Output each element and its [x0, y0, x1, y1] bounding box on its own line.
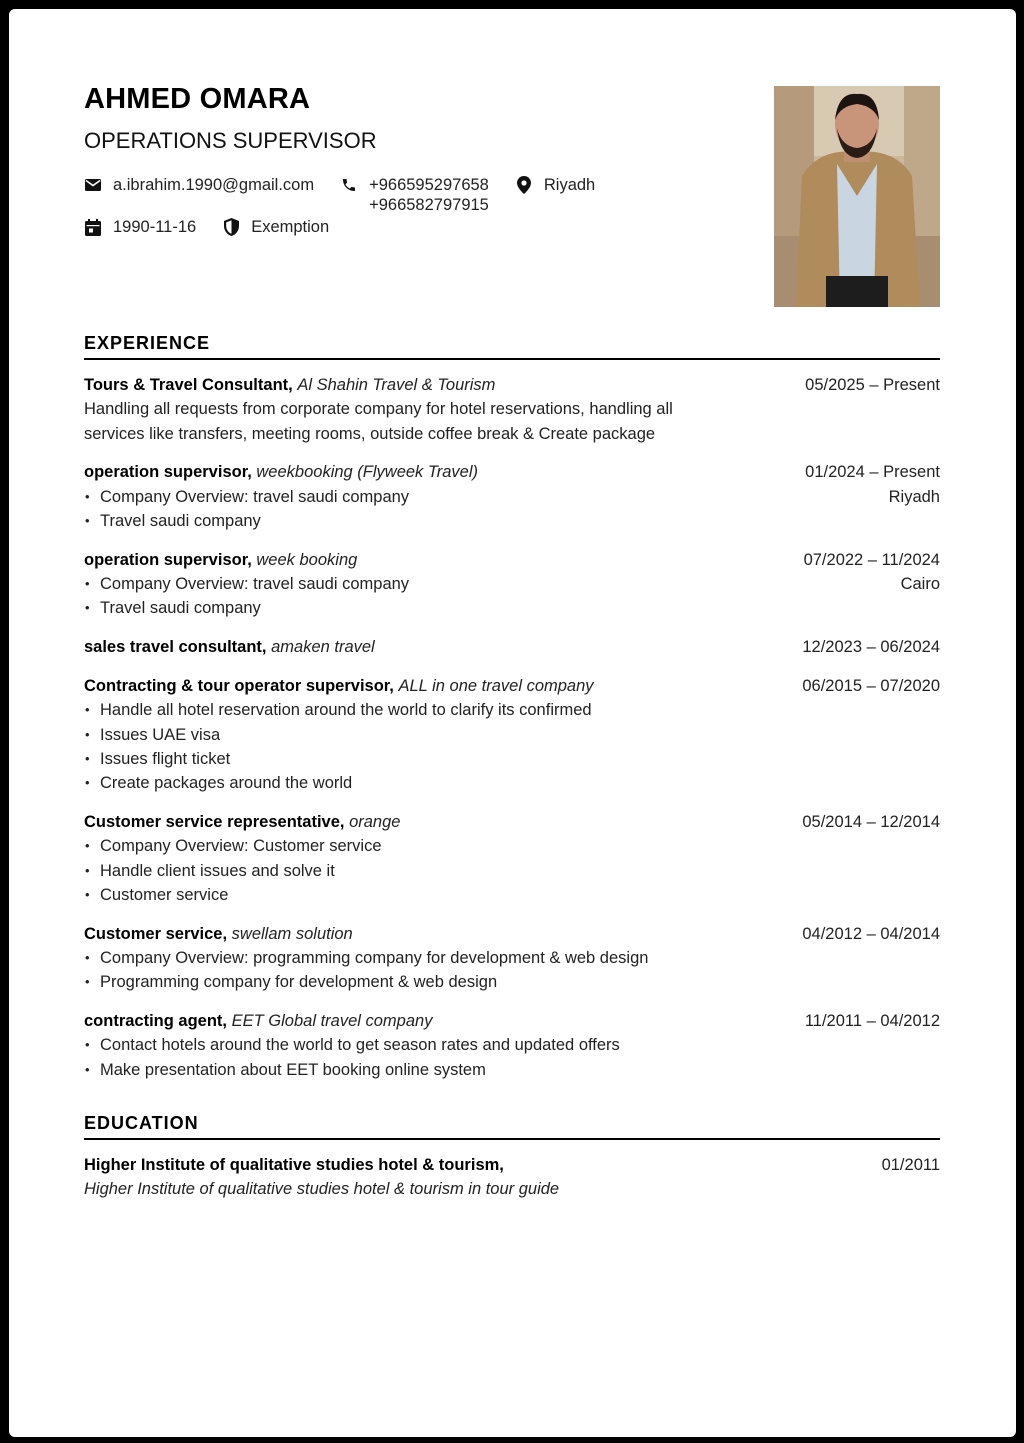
- military-status-text: Exemption: [251, 218, 330, 236]
- location-item: [515, 175, 595, 195]
- bullet-item: • Handle client issues and solve it: [100, 859, 940, 883]
- bullet-item: • Issues UAE visa: [100, 723, 940, 747]
- entry-meta: [802, 674, 940, 698]
- entry-meta: [882, 1153, 940, 1177]
- entry-bullets: [84, 698, 940, 795]
- phone-numbers: [369, 175, 489, 215]
- bullet-item: • Create packages around the world: [100, 771, 940, 795]
- bullet-item: • Company Overview: travel saudi company: [100, 572, 940, 596]
- entry-meta: [802, 922, 940, 946]
- birthdate-text: 1990-11-16: [113, 218, 197, 236]
- calendar-icon: [84, 217, 102, 237]
- entry-meta: [805, 1009, 940, 1033]
- bullet-item: • Handle all hotel reservation around the world to clarify its confirmed: [100, 698, 940, 722]
- experience-entry: [84, 548, 940, 621]
- entry-company: weekbooking (Flyweek Travel): [256, 463, 478, 482]
- entry-role: Contracting & tour operator supervisor,: [84, 676, 394, 695]
- bullet-item: • Contact hotels around the world to get season rates and updated offers: [100, 1033, 940, 1057]
- education-detail: Higher Institute of qualitative studies hotel & tourism in tour guide: [84, 1180, 560, 1199]
- entry-header: [84, 1153, 940, 1177]
- entry-role: Customer service,: [84, 924, 228, 943]
- entry-dates: 05/2025 – Present: [805, 376, 940, 394]
- entry-company: week booking: [256, 550, 358, 569]
- contact-row-1: [84, 175, 621, 215]
- shield-icon: [222, 217, 240, 237]
- entry-location: Cairo: [900, 575, 940, 594]
- bullet-item: • Company Overview: programming company for development & web design: [100, 946, 940, 970]
- military-item: [222, 217, 329, 237]
- bullet-item: • Company Overview: travel saudi company: [100, 485, 940, 509]
- experience-entry: [84, 1009, 940, 1082]
- entry-role: operation supervisor,: [84, 550, 252, 569]
- bullet-item: • Travel saudi company: [100, 509, 940, 533]
- bullet-item: • Company Overview: Customer service: [100, 834, 940, 858]
- contact-row-2: [84, 217, 355, 237]
- experience-entry: [84, 373, 940, 446]
- candidate-title: OPERATIONS SUPERVISOR: [84, 128, 377, 153]
- experience-list: [84, 373, 940, 1096]
- entry-description: Handling all requests from corporate company for hotel reservations, handling all services like transfers, meeting rooms, outside coffee break & Create package: [84, 400, 673, 443]
- phone-number-1[interactable]: +966595297658: [369, 176, 489, 194]
- entry-company: Al Shahin Travel & Tourism: [297, 376, 496, 394]
- phone-icon: [340, 175, 358, 195]
- resume-page: [9, 9, 1016, 1437]
- bullet-item: • Issues flight ticket: [100, 747, 940, 771]
- education-entry: [84, 1153, 940, 1202]
- entry-role: Customer service representative,: [84, 812, 345, 831]
- bullet-item: • Programming company for development & web design: [100, 970, 940, 994]
- entry-bullets: [84, 572, 940, 621]
- entry-dates: 11/2011 – 04/2012: [804, 1012, 940, 1031]
- entry-dates: 05/2014 – 12/2014: [802, 812, 940, 831]
- entry-meta: [802, 810, 940, 834]
- entry-company: swellam solution: [231, 924, 353, 943]
- entry-dates: 06/2015 – 07/2020: [802, 676, 940, 695]
- candidate-name: AHMED OMARA: [84, 83, 311, 115]
- envelope-icon: [84, 175, 102, 195]
- experience-entry: [84, 460, 940, 533]
- entry-company: amaken travel: [271, 638, 375, 657]
- entry-company: ALL in one travel company: [398, 676, 594, 695]
- entry-meta: [802, 635, 940, 659]
- experience-entry: [84, 810, 940, 907]
- entry-role: Tours & Travel Consultant,: [84, 376, 293, 394]
- entry-company: orange: [349, 812, 401, 831]
- education-institution: Higher Institute of qualitative studies hotel & tourism,: [84, 1156, 504, 1174]
- phone-item: [340, 175, 489, 215]
- entry-dates: 07/2022 – 11/2024: [803, 550, 940, 569]
- phone-number-2[interactable]: +966582797915: [369, 196, 489, 214]
- map-pin-icon: [515, 175, 533, 195]
- entry-bullets: [84, 1033, 940, 1082]
- experience-entry: [84, 922, 940, 995]
- profile-photo: [774, 86, 940, 307]
- entry-bullets: [84, 946, 940, 995]
- entry-dates: 04/2012 – 04/2014: [802, 924, 940, 943]
- experience-heading: EXPERIENCE: [84, 333, 940, 360]
- bullet-item: • Customer service: [100, 883, 940, 907]
- location-text: Riyadh: [543, 176, 596, 194]
- education-date: 01/2011: [881, 1156, 940, 1174]
- bullet-item: • Make presentation about EET booking online system: [100, 1058, 940, 1082]
- entry-role: operation supervisor,: [84, 463, 252, 482]
- entry-role: contracting agent,: [84, 1012, 228, 1031]
- entry-bullets: [84, 834, 940, 907]
- entry-bullets: [84, 485, 940, 534]
- experience-entry: [84, 635, 940, 659]
- birthdate-item: [84, 217, 196, 237]
- education-list: [84, 1153, 940, 1216]
- entry-meta: [805, 373, 940, 397]
- email-text[interactable]: a.ibrahim.1990@gmail.com: [113, 176, 315, 194]
- experience-entry: [84, 674, 940, 795]
- email-item: [84, 175, 314, 195]
- education-heading: EDUCATION: [84, 1113, 940, 1140]
- bullet-item: • Travel saudi company: [100, 596, 940, 620]
- entry-location: Riyadh: [888, 487, 940, 506]
- entry-role: sales travel consultant,: [84, 638, 267, 657]
- entry-dates: 01/2024 – Present: [805, 463, 940, 482]
- entry-dates: 12/2023 – 06/2024: [802, 638, 940, 657]
- entry-company: EET Global travel company: [231, 1012, 433, 1031]
